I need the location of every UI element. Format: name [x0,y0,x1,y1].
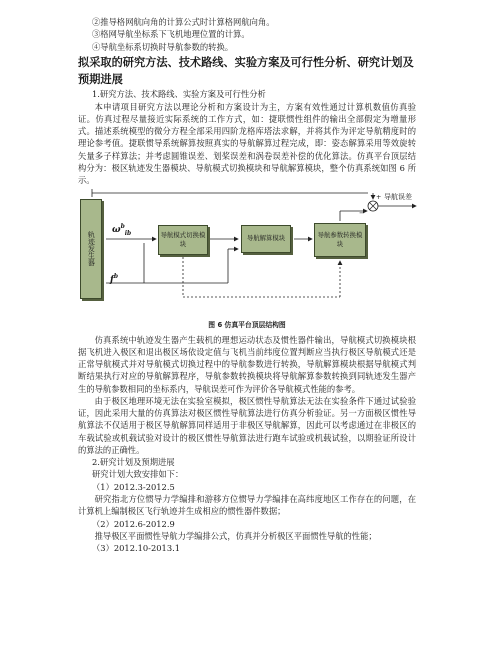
omega-input-label: $\omega^b_{ib}$ [112,222,132,237]
plan-period-2: （2）2012.6-2012.9 [92,518,175,529]
plan-desc-2: 推导极区平面惯性导航力学编排公式，仿真并分析极区平面惯性导航的性能； [94,530,377,541]
plan-intro: 研究计划大致安排如下： [92,469,184,480]
plan-period-3: （3）2012.10-2013.1 [92,543,181,554]
section-heading: 拟采取的研究方法、技术路线、实验方案及可行性分析、研究计划及预期进展 [78,55,414,86]
paragraph-system: 仿真系统中轨迹发生器产生载机的理想运动状态及惯性器件输出，导航模式切换模块根据飞机进入极区和退出极区场依设定值与飞机当前纬度位置判断应当执行极区导航模式还是正常导航模式并对导航模式切换过程中的导航参数进行转换，导航解算模块根据导航模式判断结果执行对应的导航解算程序，导航参数转换模块将导航解算参数转换到同轨迹发生器产生的导航参数相同的坐标系内，导航误差可作为评价各导航模式性能的参考。 [78,334,416,394]
section2-title: 2.研究计划及预期进展 [92,457,175,468]
paragraph-methods: 本申请项目研究方法以理论分析和方案设计为主，方案有效性通过计算机数值仿真验证。仿真过程尽量接近实际系统的工作方式，如：捷联惯性组件的输出全部假定为增量形式。描述系统模型的微分方程全部采用四阶龙格库塔法求解，并将其作为评定导航精度时的理论参考值。捷联惯导系统解算按照真实的导航解算过程完成，即：姿态解算采用等效旋转矢量多子样算法；并考虑圆锥误差、划桨误差和涡卷误差补偿的优化算法。仿真平台顶层结构分为：极区轨迹发生器模块、导航模式切换模块和导航解算模块，整个仿真系统如图 6 所示。 [78,101,416,186]
intro-item-4: ④导航坐标系切换时导航参数的转换。 [92,41,234,52]
mode-switch-label: 导航模式切换模块 [160,231,206,248]
nav-error-label: 导航误差 [384,192,412,201]
plan-period-1: （1）2012.3-2012.5 [92,481,175,492]
simulation-diagram [78,189,418,317]
minus-sign-label: − [359,208,365,217]
intro-item-2: ②推导格网航向角的计算公式时计算格网航向角。 [92,17,275,27]
param-convert-block [314,223,366,257]
nav-solve-label: 导航解算模块 [246,234,286,243]
figure-caption: 图 6 仿真平台顶层结构图 [208,320,286,329]
plan-desc-1: 研究指北方位惯导力学编排和游移方位惯导力学编排在高纬度地区工作存在的问题，在计算机上编制极区飞行轨迹并生成相应的惯性器件数据； [78,494,416,517]
mode-switch-block [158,225,208,255]
intro-item-3: ③格网导航坐标系下飞机地理位置的计算。 [92,29,250,40]
plus-sign-label: + [376,192,382,201]
trajectory-generator-label: 轨迹发生器 [87,231,96,267]
trajectory-generator-block [80,199,102,299]
diagram-connectors [78,189,418,317]
nav-solve-block [241,225,291,253]
f-input-label: $f^b$ [110,272,119,285]
param-convert-label: 导航参数转换模块 [317,231,363,248]
paragraph-verification: 由于极区地理环境无法在实验室模拟，极区惯性导航算法无法在实验条件下通过试验验证，因此采用大量的仿真算法对极区惯性导航算法进行仿真分析验证。另一方面极区惯性导航算法不仅适用于极区导航解算同样适用于非极区导航解算，因此可以考虑通过在非极区的车载试验或机载试验对设计的极区惯性导航算法进行跑车试验或机载试验，以期验证所设计的算法的正确性。 [78,395,416,455]
section1-title: 1.研究方法、技术路线、实验方案及可行性分析 [92,89,266,100]
